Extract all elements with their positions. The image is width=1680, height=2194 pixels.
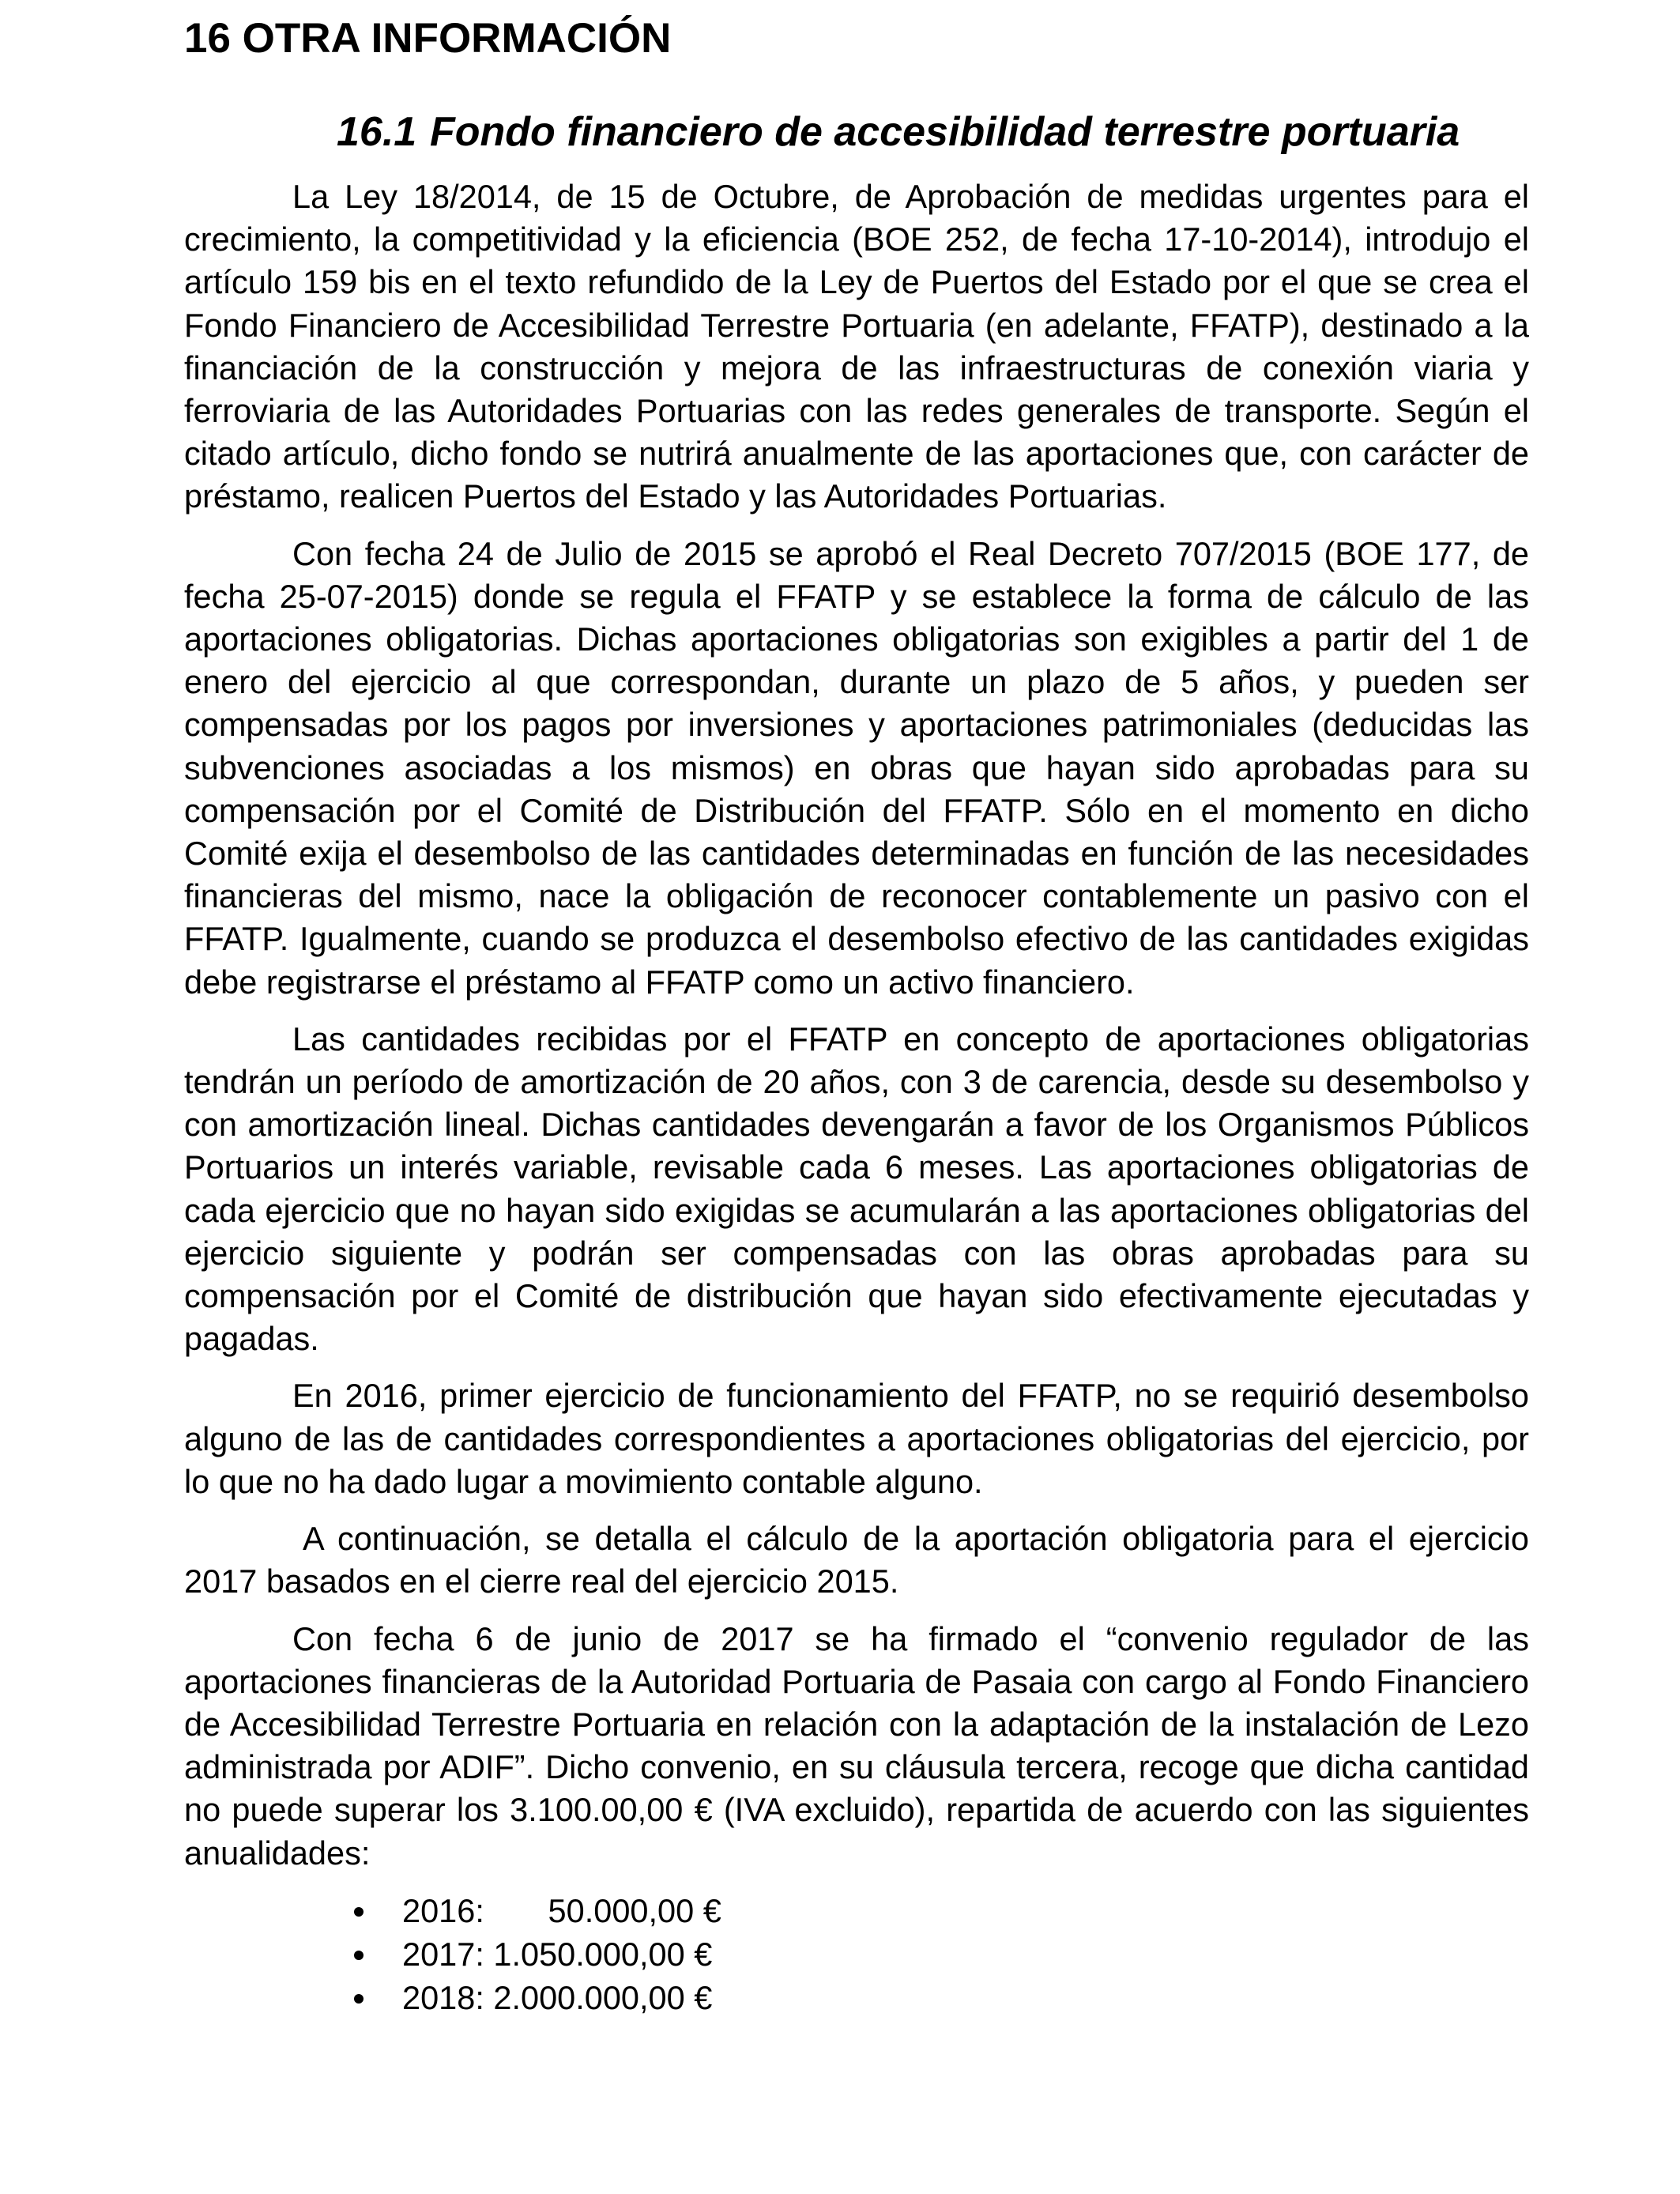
paragraph-real-decreto: Con fecha 24 de Julio de 2015 se aprobó el Real Decreto 707/2015 (BOE 177, de fecha 25-07-2015) donde se regula el FFATP y se establece la forma de cálculo de las aportaciones obligatorias. Dichas aportaciones obligatorias son exigibles a partir del 1 de enero del ejercicio al que correspondan, durante un plazo de 5 años, y pueden ser compensadas por los pagos por inversiones y aportaciones patrimoniales (deducidas las subvenciones asociadas a los mismos) en obras que hayan sido aprobadas para su compensación por el Comité de Distribución del FFATP. Sólo en el momento en dicho Comité exija el desembolso de las cantidades determinadas en función de las necesidades financieras del mismo, nace la obligación de reconocer contablemente un pasivo con el FFATP. Igualmente, cuando se produzca el desembolso efectivo de las cantidades exigidas debe registrarse el préstamo al FFATP como un activo financiero. [184, 534, 1529, 1001]
section-title [337, 108, 1460, 156]
section-number: 16.1 [337, 109, 417, 155]
section-title-text: Fondo financiero de accesibilidad terrestre portuaria [430, 109, 1460, 155]
list-item [184, 1932, 1529, 1976]
paragraph-ley-18-2014: La Ley 18/2014, de 15 de Octubre, de Aprobación de medidas urgentes para el crecimiento, la competitividad y la eficiencia (BOE 252, de fecha 17-10-2014), introdujo el artículo 159 bis en el texto refundido de la Ley de Puertos del Estado por el que se crea el Fondo Financiero de Accesibilidad Terrestre Portuaria (en adelante, FFATP), destinado a la financiación de la construcción y mejora de las infraestructuras de conexión viaria y ferroviaria de las Autoridades Portuarias con las redes generales de transporte. Según el citado artículo, dicho fondo se nutrirá anualmente de las aportaciones que, con carácter de préstamo, realicen Puertos del Estado y las Autoridades Portuarias. [184, 178, 1529, 515]
bullet-icon [354, 1994, 363, 2004]
paragraph-convenio: Con fecha 6 de junio de 2017 se ha firmado el “convenio regulador de las aportaciones financieras de la Autoridad Portuaria de Pasaia con cargo al Fondo Financiero de Accesibilidad Terrestre Portuaria en relación con la adaptación de la instalación de Lezo administrada por ADIF”. Dicho convenio, en su cláusula tercera, recoge que dicha cantidad no puede superar los 3.100.00,00 € (IVA excluido), repartida de acuerdo con las siguientes anualidades: [184, 1619, 1529, 1872]
list-item [184, 1976, 1529, 2019]
paragraph-continuacion: A continuación, se detalla el cálculo de la aportación obligatoria para el ejercicio 2017 basados en el cierre real del ejercicio 2015. [184, 1520, 1529, 1600]
chapter-title: 16 OTRA INFORMACIÓN [184, 15, 672, 62]
document-body [184, 175, 1529, 2019]
bullet-icon [354, 1907, 363, 1917]
annuity-2017: 2017: 1.050.000,00 € [402, 1935, 713, 1973]
annuity-2016: 2016: 50.000,00 € [402, 1891, 721, 1929]
list-item [184, 1889, 1529, 1932]
paragraph-cantidades: Las cantidades recibidas por el FFATP en concepto de aportaciones obligatorias tendrán un período de amortización de 20 años, con 3 de carencia, desde su desembolso y con amortización lineal. Dichas cantidades devengarán a favor de los Organismos Públicos Portuarios un interés variable, revisable cada 6 meses. Las aportaciones obligatorias de cada ejercicio que no hayan sido exigidas se acumularán a las aportaciones obligatorias del ejercicio siguiente y podrán ser compensadas con las obras aprobadas para su compensación por el Comité de distribución que hayan sido efectivamente ejecutadas y pagadas. [184, 1020, 1529, 1358]
paragraph-2016: En 2016, primer ejercicio de funcionamiento del FFATP, no se requirió desembolso alguno de las de cantidades correspondientes a aportaciones obligatorias del ejercicio, por lo que no ha dado lugar a movimiento contable alguno. [184, 1377, 1529, 1500]
annuity-2018: 2018: 2.000.000,00 € [402, 1978, 713, 2016]
bullet-icon [354, 1951, 363, 1960]
annuities-list [184, 1889, 1529, 2019]
